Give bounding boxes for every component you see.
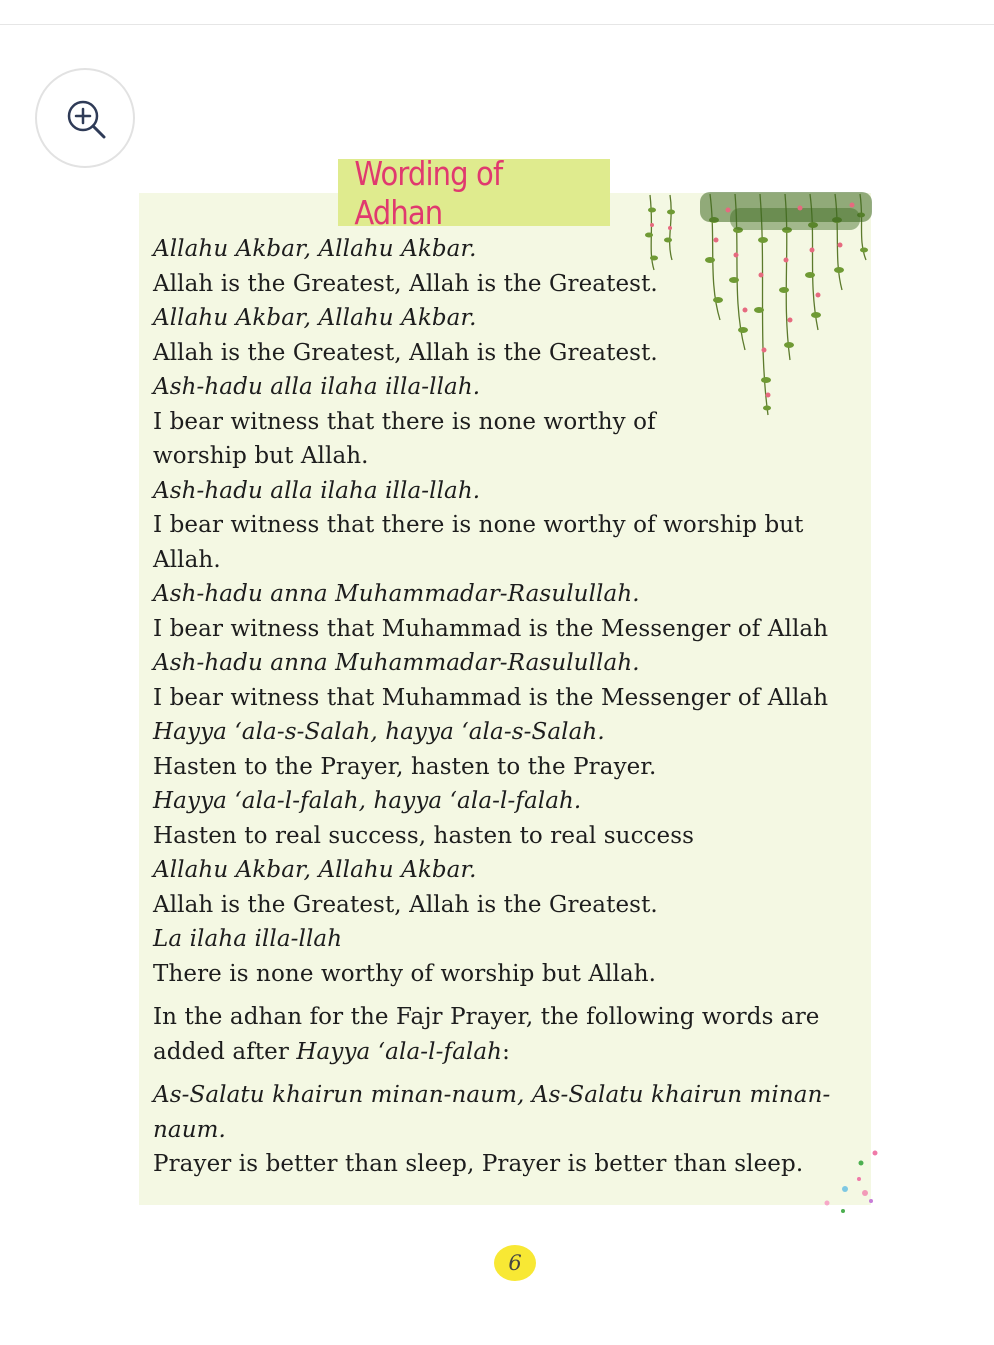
text-line: Allahu Akbar, Allahu Akbar. bbox=[153, 857, 477, 883]
text-line: worship but Allah. bbox=[153, 443, 369, 469]
dua-translation: Prayer is better than sleep, Prayer is better than sleep. bbox=[153, 1151, 804, 1177]
top-divider bbox=[0, 24, 994, 25]
zoom-in-icon bbox=[65, 98, 109, 142]
dua-line-2: naum. bbox=[153, 1116, 226, 1143]
text-line: I bear witness that Muhammad is the Messenger of Allah bbox=[153, 684, 829, 711]
text-line: Allahu Akbar, Allahu Akbar. bbox=[153, 236, 477, 262]
text-line: Ash-hadu anna Muhammadar-Rasulullah. bbox=[153, 650, 640, 676]
fajr-note-phrase: Hayya ‘ala-l-falah bbox=[296, 1038, 503, 1065]
sparkle-decoration bbox=[815, 1143, 885, 1223]
text-line: Ash-hadu anna Muhammadar-Rasulullah. bbox=[153, 581, 640, 607]
text-line: Allahu Akbar, Allahu Akbar. bbox=[153, 305, 477, 331]
text-line: Ash-hadu alla ilaha illa-llah. bbox=[153, 374, 481, 400]
text-line: Allah is the Greatest, Allah is the Greatest. bbox=[153, 891, 658, 918]
fajr-note-suffix: : bbox=[502, 1038, 510, 1065]
fajr-note bbox=[153, 1000, 863, 1069]
adhan-text bbox=[153, 232, 863, 1182]
page-title: Wording of Adhan bbox=[354, 153, 503, 232]
fajr-addition bbox=[153, 1078, 863, 1182]
fajr-note-line-1: In the adhan for the Fajr Prayer, the following words are bbox=[153, 1004, 820, 1030]
text-line: I bear witness that there is none worthy of worship but bbox=[153, 512, 804, 538]
zoom-in-button[interactable] bbox=[35, 68, 135, 168]
text-line: Hayya ‘ala-l-falah, hayya ‘ala-l-falah. bbox=[153, 788, 582, 814]
text-line: Hasten to real success, hasten to real success bbox=[153, 822, 695, 849]
text-line: Allah is the Greatest, Allah is the Greatest. bbox=[153, 270, 658, 297]
text-line: Hayya ‘ala-s-Salah, hayya ‘ala-s-Salah. bbox=[153, 719, 605, 745]
text-line: I bear witness that Muhammad is the Messenger of Allah bbox=[153, 615, 829, 642]
fajr-note-line-2 bbox=[153, 1035, 863, 1070]
page-number-badge: 6 bbox=[494, 1245, 536, 1281]
text-line: I bear witness that there is none worthy of bbox=[153, 408, 656, 435]
text-line: Allah is the Greatest, Allah is the Greatest. bbox=[153, 339, 658, 366]
dua-line-1: As-Salatu khairun minan-naum, As-Salatu khairun minan- bbox=[153, 1082, 831, 1108]
fajr-note-prefix: added after bbox=[153, 1038, 297, 1065]
text-line: There is none worthy of worship but Allah. bbox=[153, 960, 657, 987]
text-line: Ash-hadu alla ilaha illa-llah. bbox=[153, 477, 481, 504]
text-line: La ilaha illa-llah bbox=[153, 926, 343, 952]
text-line: Allah. bbox=[153, 546, 221, 573]
text-line: Hasten to the Prayer, hasten to the Prayer. bbox=[153, 753, 657, 780]
title-banner bbox=[338, 153, 610, 232]
